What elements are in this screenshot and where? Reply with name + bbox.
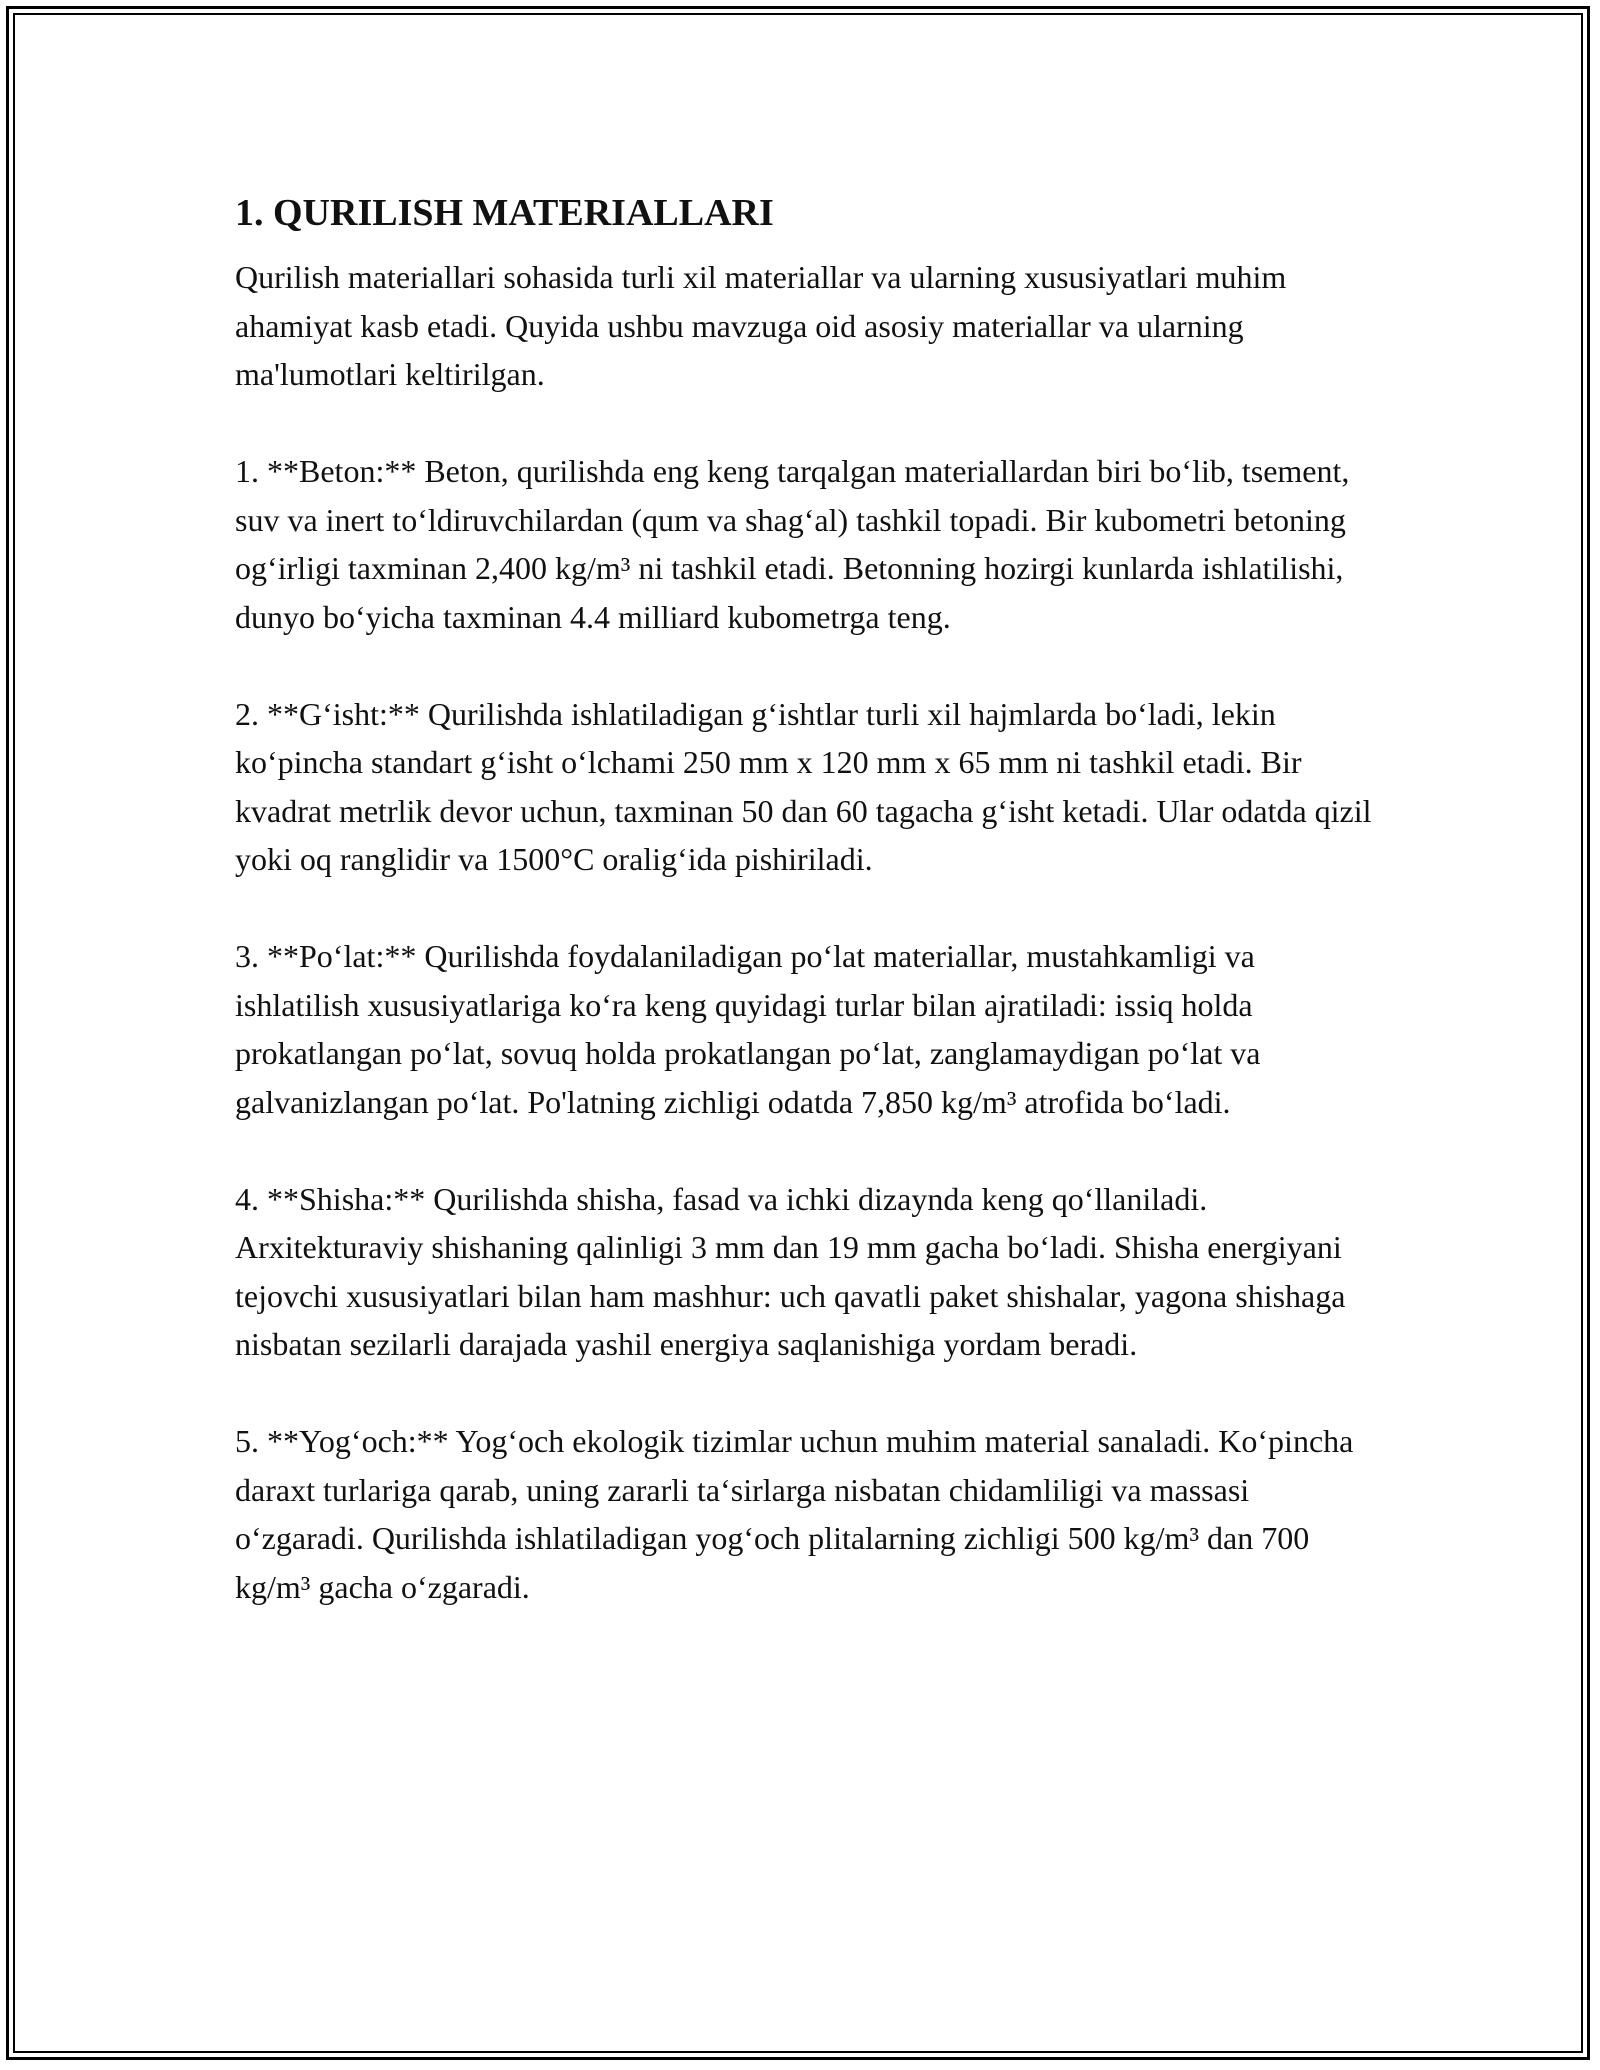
document-title: 1. QURILISH MATERIALLARI [235, 192, 774, 234]
list-item [235, 690, 1375, 884]
item-number: 5. [235, 1423, 259, 1459]
item-text: Beton, qurilishda eng keng tarqalgan materiallardan biri bo‘lib, tsement, suv va inert to‘ldiruvchilardan (qum va shag‘al) tashkil topadi. Bir kubometri betoning og‘irligi taxminan 2,400 kg/m³ ni tashkil etadi. Betonning hozirgi kunlarda ishlatilishi, dunyo bo‘yicha taxminan 4.4 milliard kubometrga teng. [235, 453, 1350, 635]
list-item [235, 1175, 1375, 1369]
list-item [235, 1417, 1375, 1611]
item-number: 1. [235, 453, 259, 489]
list-item [235, 932, 1375, 1126]
item-term: **Beton:** [267, 453, 417, 489]
item-number: 4. [235, 1180, 259, 1217]
item-text: Qurilishda foydalaniladigan po‘lat materiallar, mustahkamligi va ishlatilish xususiyatlariga ko‘ra keng quyidagi turlar bilan ajratiladi: issiq holda prokatlangan po‘lat, sovuq holda prokatlangan po‘lat, zanglamaydigan po‘lat va galvanizlangan po‘lat. Po'latning zichligi odatda 7,850 kg/m³ atrofida bo‘ladi. [235, 938, 1261, 1120]
item-text: Qurilishda shisha, fasad va ichki dizaynda keng qo‘llaniladi. Arxitekturaviy shishaning qalinligi 3 mm dan 19 mm gacha bo‘ladi. Shisha energiyani tejovchi xususiyatlari bilan ham mashhur: uch qavatli paket shishalar, yagona shishaga nisbatan sezilarli darajada yashil energiya saqlanishiga yordam beradi. [235, 1180, 1346, 1362]
item-term: **Shisha:** [267, 1180, 426, 1217]
item-term: **Yog‘och:** [267, 1423, 449, 1459]
item-term: **G‘isht:** [267, 695, 420, 732]
item-text: Qurilishda ishlatiladigan g‘ishtlar turli xil hajmlarda bo‘ladi, lekin ko‘pincha standart g‘isht o‘lchami 250 mm x 120 mm x 65 mm ni tashkil etadi. Bir kvadrat metrlik devor uchun, taxminan 50 dan 60 tagacha g‘isht ketadi. Ular odatda qizil yoki oq ranglidir va 1500°C oralig‘ida pishiriladi. [235, 695, 1372, 877]
item-number: 3. [235, 938, 259, 974]
document-body [235, 185, 1375, 1660]
intro-paragraph: Qurilish materiallari sohasida turli xil materiallar va ularning xususiyatlari muhim ahamiyat kasb etadi. Quyida ushbu mavzuga oid asosiy materiallar va ularning ma'lumotlari keltirilgan. [235, 259, 1287, 392]
item-number: 2. [235, 695, 259, 732]
list-item [235, 447, 1375, 641]
item-text: Yog‘och ekologik tizimlar uchun muhim material sanaladi. Ko‘pincha daraxt turlariga qarab, uning zararli ta‘sirlarga nisbatan chidamliligi va massasi o‘zgaradi. Qurilishda ishlatiladigan yog‘och plitalarning zichligi 500 kg/m³ dan 700 kg/m³ gacha o‘zgaradi. [235, 1423, 1354, 1605]
item-term: **Po‘lat:** [267, 938, 417, 974]
